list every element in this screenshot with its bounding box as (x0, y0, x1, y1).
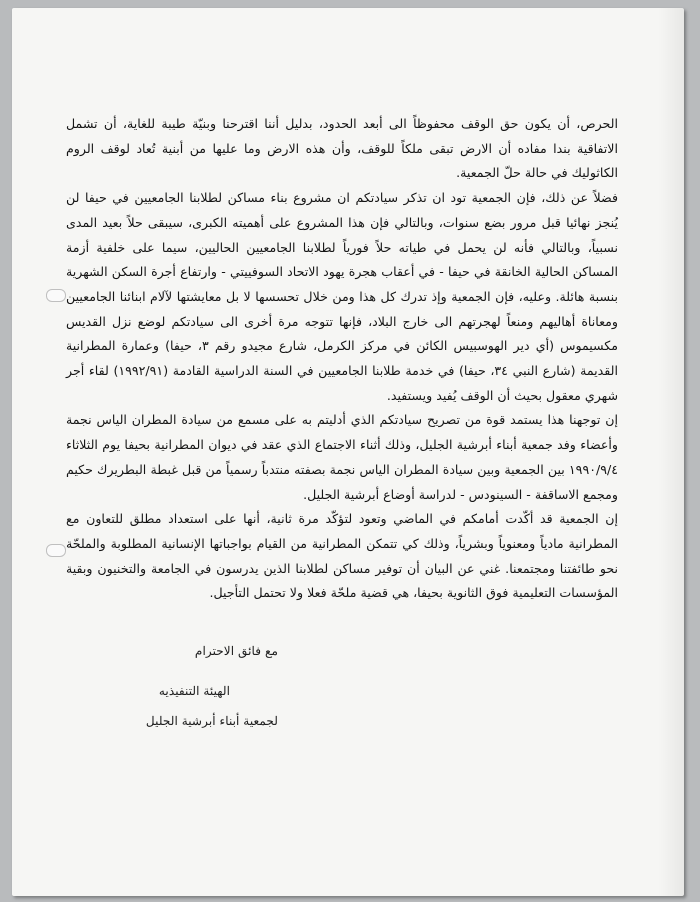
letter-body (66, 112, 618, 606)
signature-organization: لجمعية أبناء أبرشية الجليل (145, 714, 278, 728)
closing-salutation: مع فائق الاحترام (194, 644, 278, 658)
paragraph-1: الحرص، أن يكون حق الوقف محفوظاً الى أبعد الحدود، بدليل أننا اقترحنا وبنيّة طيبة للغاية، أن تشمل الاتفاقية بندا مفاده أن الارض تبقى ملكاً للوقف، وأن هذه الارض وما عليها من أبنية تُعاد لوقف الروم الكاثوليك في حالة حلّ الجمعية. (66, 116, 618, 181)
paragraph-2: فضلاً عن ذلك، فإن الجمعية تود ان تذكر سيادتكم ان مشروع بناء مساكن لطلابنا الجامعيين في حيفا لن يُنجز نهائيا قبل مرور بضع سنوات، وبالتالي فإن هذا المشروع على أهميته الكبرى، سيبقى حلاً بعيد المدى نسبياً، وبالتالي فأنه لن يحمل في طياته حلاً فورياً لطلابنا الجامعيين الحاليين، سيما على خلفية أزمة المساكن الحالية الخانقة في حيفا - في أعقاب هجرة يهود الاتحاد السوفييتي - وارتفاع أجرة السكن الشهرية بنسبة هائلة. وعليه، فإن الجمعية وإذ تدرك كل هذا ومن خلال تحسسها لا بل معايشتها لآلام ابنائنا الجامعيين ومعاناة أهاليهم ومنعاً لهجرتهم الى خارج البلاد، فإنها تتوجه مرة أخرى الى سيادتكم لوضع نزل القديس مكسيموس (أي دير الهوسبيس الكائن في مركز الكرمل، شارع مجيدو رقم ٣، حيفا) وعمارة المطرانية القديمة (شارع النبي ٣٤، حيفا) في خدمة طلابنا الجامعيين في السنة الدراسية القادمة (١٩٩٢/٩١) لقاء أجر شهري معقول بحيث أن الوقف يُفيد ويستفيد. (66, 190, 618, 403)
punch-hole (46, 289, 66, 302)
paragraph-3: إن توجهنا هذا يستمد قوة من تصريح سيادتكم الذي أدليتم به على مسمع من سيادة المطران الياس نجمة وأعضاء وفد جمعية أبناء أبرشية الجليل، وذلك أثناء الاجتماع الذي عقد في ديوان المطرانية بحيفا يوم الثلاثاء ١٩٩٠/٩/٤ بين الجمعية وبين سيادة المطران الياس نجمة بصفته منتدباً رسمياً من قبل غبطة البطريرك حكيم ومجمع الاساقفة - السينودس - لدراسة أوضاع أبرشية الجليل. (66, 412, 618, 502)
signature-title: الهيئة التنفيذيه (158, 684, 230, 698)
document-page (12, 8, 684, 896)
punch-hole (46, 544, 66, 557)
paragraph-4: إن الجمعية قد أكّدت أمامكم في الماضي وتعود لتؤكّد مرة ثانية، أنها على استعداد مطلق للتعاون مع المطرانية مادياً ومعنوياً وبشرياً، وذلك كي تتمكن المطرانية من القيام بواجباتها الإنسانية المطلوبة والملحّة نحو طائفتنا ومجتمعنا. غني عن البيان أن توفير مساكن لطلابنا الذين يدرسون في الجامعة والتخنيون وبقية المؤسسات التعليمية فوق الثانوية بحيفا، هي قضية ملحّة فعلا ولا تحتمل التأجيل. (66, 511, 618, 601)
